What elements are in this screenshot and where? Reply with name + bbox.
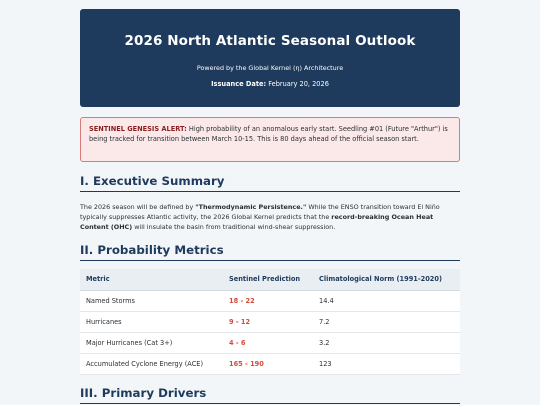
- norm-cell: 14.4: [313, 290, 460, 311]
- probability-metrics-heading: II. Probability Metrics: [80, 243, 460, 261]
- probability-table: [80, 269, 460, 375]
- metric-cell: Major Hurricanes (Cat 3+): [80, 332, 223, 353]
- norm-cell: 3.2: [313, 332, 460, 353]
- executive-summary-heading: I. Executive Summary: [80, 174, 460, 192]
- table-row: [80, 311, 460, 332]
- column-header-norm: Climatological Norm (1991-2020): [313, 269, 460, 290]
- genesis-alert-box: [80, 117, 460, 162]
- summary-text-2: While the ENSO transition toward El Niño typically suppresses Atlantic activity, the 2026 Global Kernel predicts that the: [80, 203, 440, 221]
- report-page: [80, 9, 460, 404]
- column-header-metric: Metric: [80, 269, 223, 290]
- alert-text: High probability of an anomalous early start. Seedling #01 (Future "Arthur") is being tracked for transition between March 10-15. This is 80 days ahead of the official season start.: [89, 125, 448, 143]
- primary-drivers-heading: III. Primary Drivers: [80, 386, 460, 404]
- report-title: 2026 North Atlantic Seasonal Outlook: [124, 33, 416, 49]
- table-row: [80, 332, 460, 353]
- table-row: [80, 353, 460, 374]
- issuance-date: February 20, 2026: [268, 80, 329, 88]
- summary-text-1: The 2026 season will be defined by: [80, 203, 196, 211]
- alert-label: SENTINEL GENESIS ALERT:: [89, 125, 187, 133]
- prediction-cell: 9 - 12: [223, 311, 313, 332]
- metric-cell: Accumulated Cyclone Energy (ACE): [80, 353, 223, 374]
- norm-cell: 7.2: [313, 311, 460, 332]
- table-row: [80, 290, 460, 311]
- metric-cell: Named Storms: [80, 290, 223, 311]
- prediction-cell: 18 - 22: [223, 290, 313, 311]
- issuance-label: Issuance Date:: [211, 80, 267, 88]
- executive-summary-text: [80, 202, 460, 232]
- prediction-cell: 165 - 190: [223, 353, 313, 374]
- column-header-prediction: Sentinel Prediction: [223, 269, 313, 290]
- summary-bold-1: "Thermodynamic Persistence.": [195, 203, 307, 211]
- prediction-cell: 4 - 6: [223, 332, 313, 353]
- report-subtitle: Powered by the Global Kernel (η) Architecture: [196, 64, 344, 72]
- issuance-line: [80, 80, 460, 88]
- report-header: [80, 9, 460, 107]
- table-header-row: [80, 269, 460, 290]
- metric-cell: Hurricanes: [80, 311, 223, 332]
- summary-text-3: will insulate the basin from traditional wind-shear suppression.: [132, 223, 336, 231]
- summary-bold-2: record-breaking Ocean Heat Content (OHC): [80, 213, 434, 231]
- norm-cell: 123: [313, 353, 460, 374]
